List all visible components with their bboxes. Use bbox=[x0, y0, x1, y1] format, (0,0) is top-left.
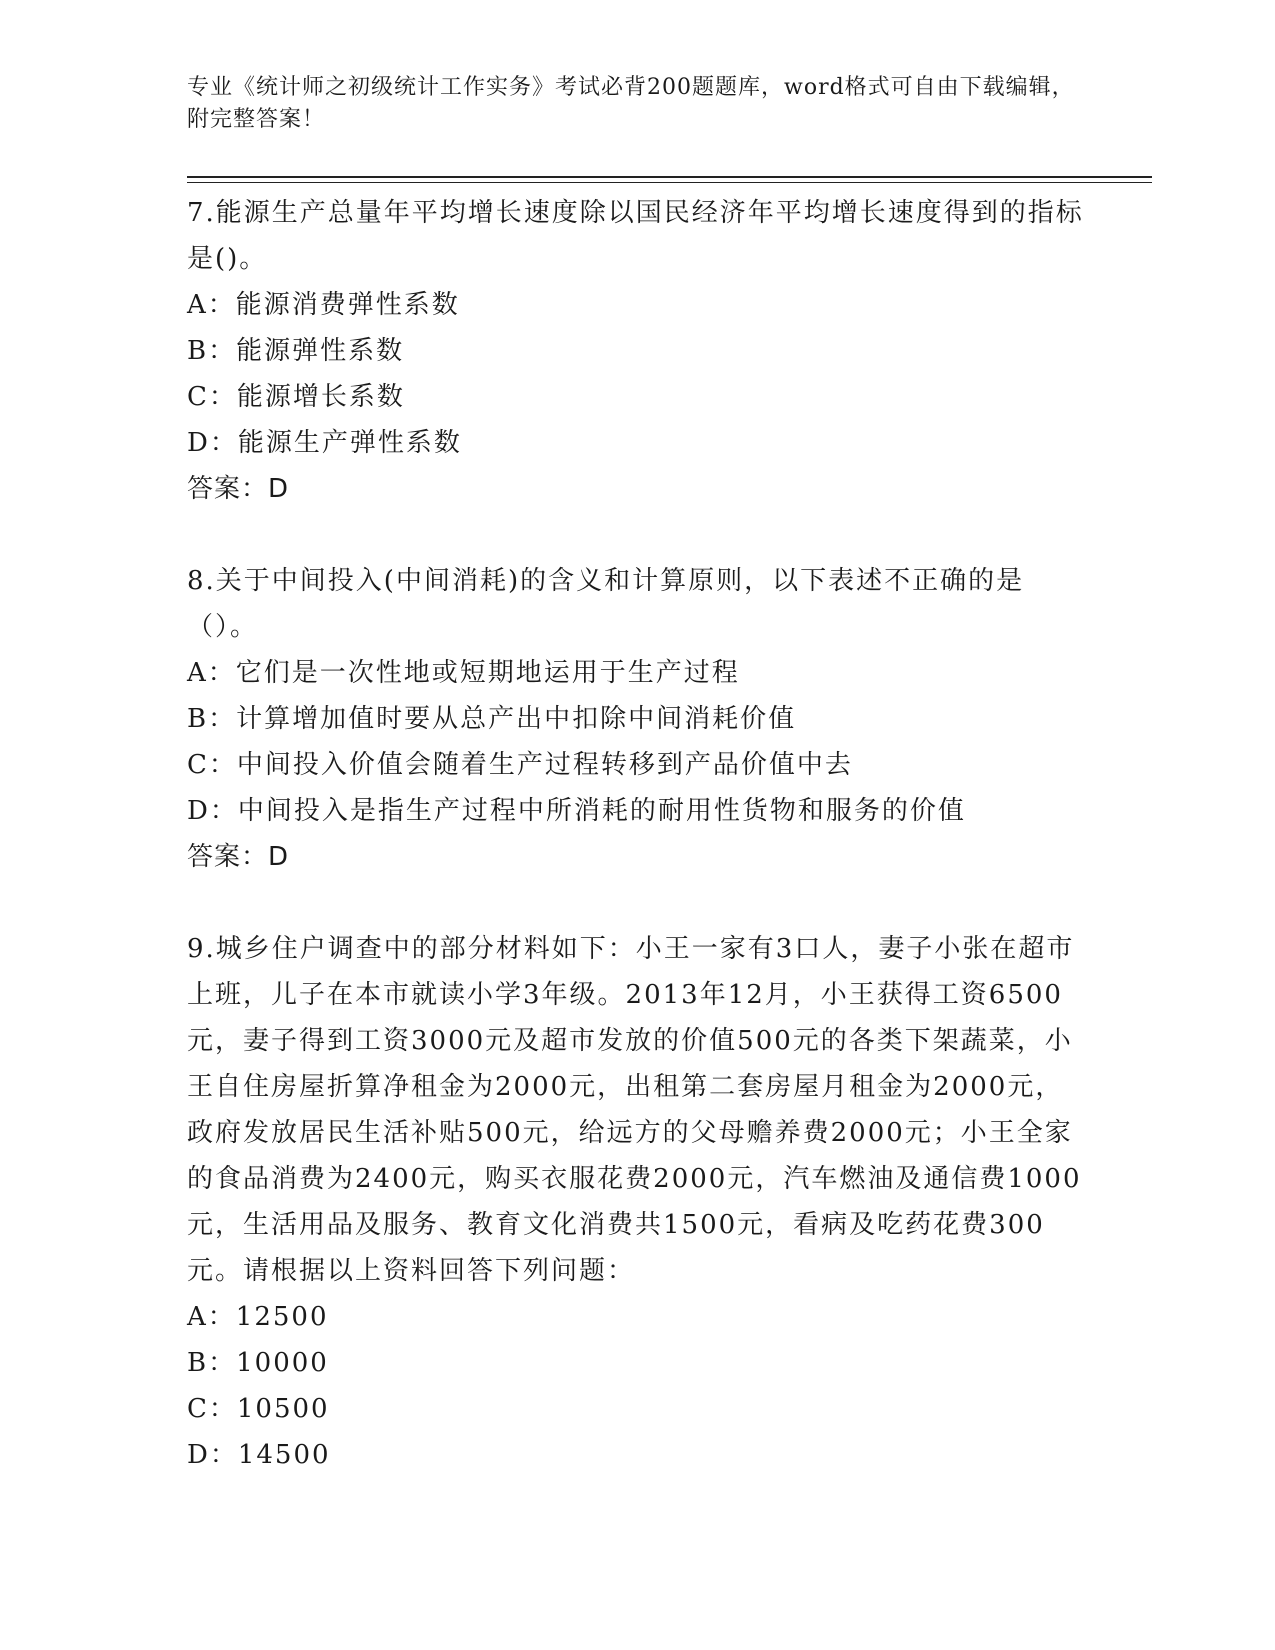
option-c: C：能源增长系数 bbox=[187, 382, 405, 412]
header-rule-thick bbox=[187, 176, 1152, 178]
option-b: B：计算增加值时要从总产出中扣除中间消耗价值 bbox=[187, 704, 797, 734]
option-d: D：14500 bbox=[187, 1440, 331, 1470]
option-a: A：12500 bbox=[187, 1302, 329, 1332]
option-d: D：中间投入是指生产过程中所消耗的耐用性货物和服务的价值 bbox=[187, 796, 966, 826]
option-c: C：10500 bbox=[187, 1394, 330, 1424]
document-header: 专业《统计师之初级统计工作实务》考试必背200题题库，word格式可自由下载编辑，附完整答案！ bbox=[187, 75, 1075, 132]
option-d: D：能源生产弹性系数 bbox=[187, 428, 462, 458]
question-list bbox=[187, 190, 1087, 1478]
question-stem: 8.关于中间投入(中间消耗)的含义和计算原则，以下表述不正确的是（）。 bbox=[187, 566, 1025, 642]
answer-line: 答案：D bbox=[187, 474, 290, 504]
answer-line: 答案：D bbox=[187, 842, 290, 872]
header-rule-thin bbox=[187, 182, 1152, 183]
option-a: A：它们是一次性地或短期地运用于生产过程 bbox=[187, 658, 740, 688]
question-stem: 7.能源生产总量年平均增长速度除以国民经济年平均增长速度得到的指标是()。 bbox=[187, 198, 1084, 274]
question-block bbox=[187, 926, 1087, 1478]
question-stem: 9.城乡住户调查中的部分材料如下：小王一家有3口人，妻子小张在超市上班，儿子在本市就读小学3年级。2013年12月，小王获得工资6500元，妻子得到工资3000元及超市发放的价值500元的各类下架蔬菜，小王自住房屋折算净租金为2000元，出租第二套房屋月租金为2000元，政府发放居民生活补贴500元，给远方的父母赡养费2000元；小王全家的食品消费为2400元，购买衣服花费2000元，汽车燃油及通信费1000元，生活用品及服务、教育文化消费共1500元，看病及吃药花费300元。请根据以上资料回答下列问题： bbox=[187, 934, 1082, 1286]
question-block bbox=[187, 558, 1087, 880]
question-block bbox=[187, 190, 1087, 512]
option-c: C：中间投入价值会随着生产过程转移到产品价值中去 bbox=[187, 750, 853, 780]
option-b: B：能源弹性系数 bbox=[187, 336, 405, 366]
option-a: A：能源消费弹性系数 bbox=[187, 290, 460, 320]
option-b: B：10000 bbox=[187, 1348, 329, 1378]
